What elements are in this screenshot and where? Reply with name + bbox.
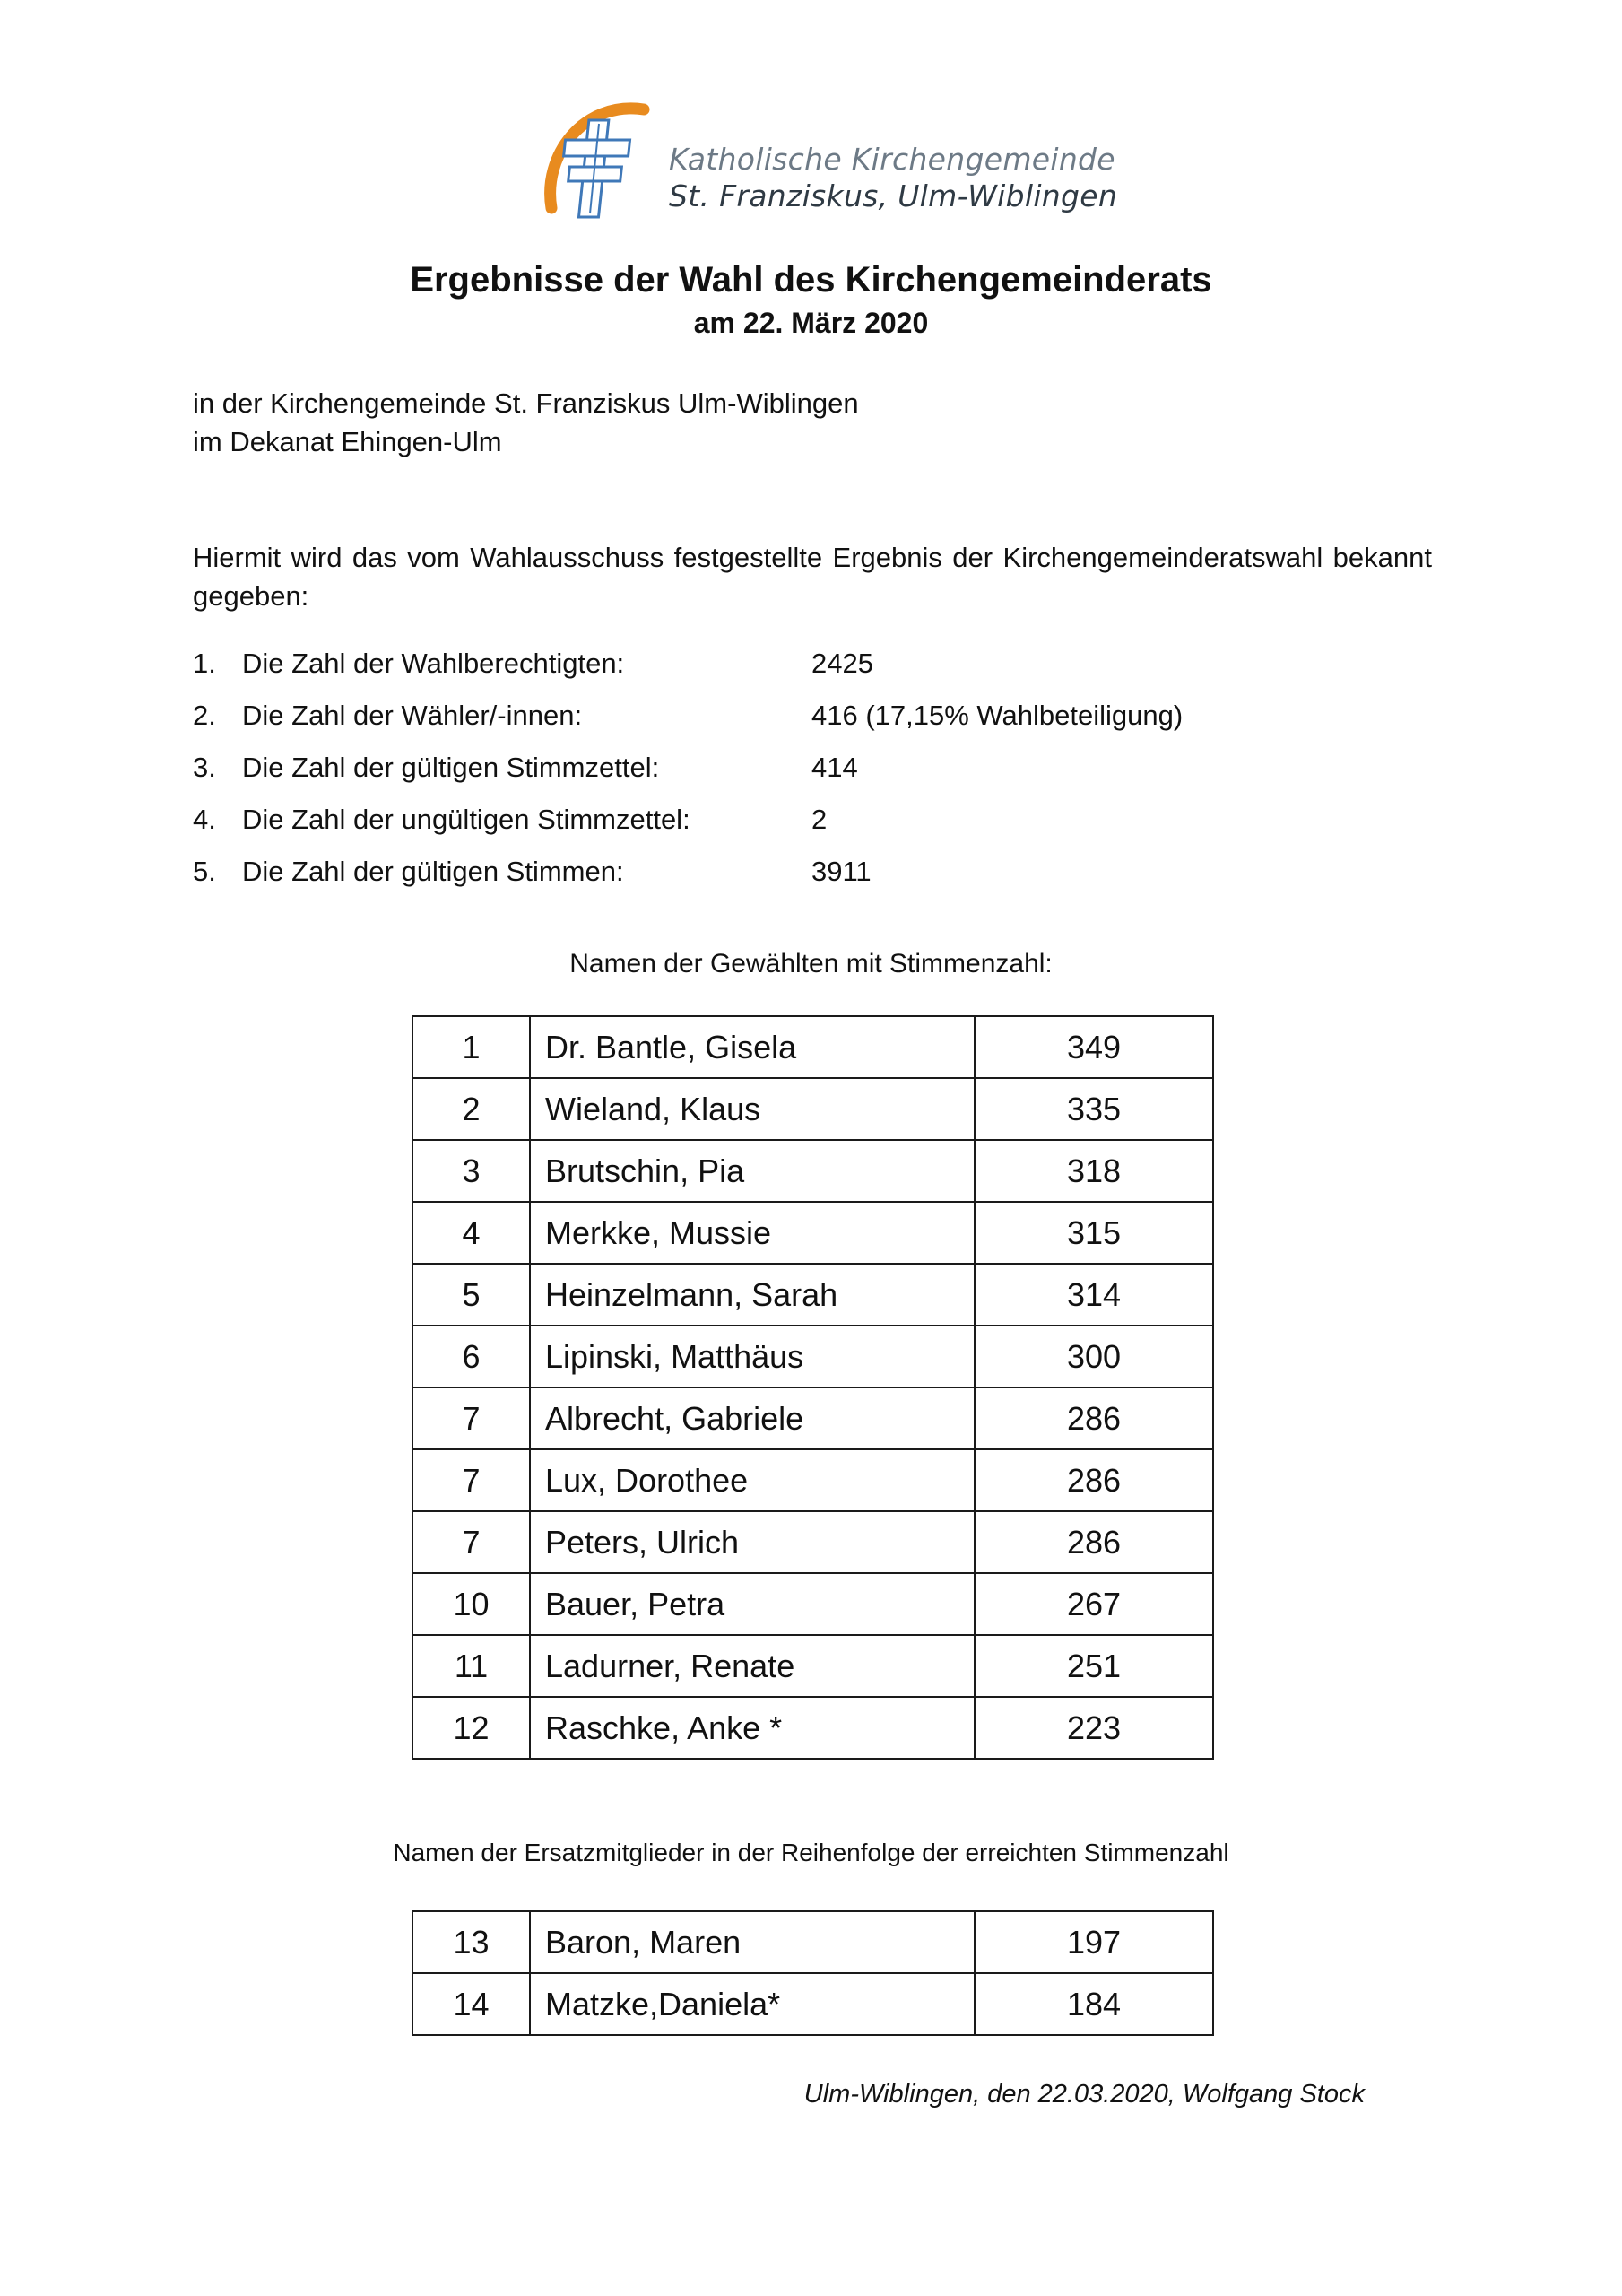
stat-number: 2. [193,700,216,731]
name-cell: Baron, Maren [530,1911,975,1973]
stat-value: 2425 [811,648,873,679]
rank-cell: 13 [412,1911,530,1973]
table-row [412,1911,1213,1973]
name-cell: Matzke,Daniela* [530,1973,975,2035]
votes-cell: 286 [975,1387,1213,1449]
substitutes-caption: Namen der Ersatzmitglieder in der Reihenfolge der erreichten Stimmenzahl [393,1839,1229,1866]
page-title: Ergebnisse der Wahl des Kirchengemeinderats [410,260,1212,300]
name-cell: Lipinski, Matthäus [530,1326,975,1387]
rank-cell: 7 [412,1511,530,1573]
table-row [412,1697,1213,1759]
rank-cell: 10 [412,1573,530,1635]
name-cell: Brutschin, Pia [530,1140,975,1202]
votes-cell: 335 [975,1078,1213,1140]
signature-line: Ulm-Wiblingen, den 22.03.2020, Wolfgang Stock [803,2080,1365,2109]
elected-caption: Namen der Gewählten mit Stimmenzahl: [569,949,1053,978]
name-cell: Raschke, Anke * [530,1697,975,1759]
table-row [412,1326,1213,1387]
votes-cell: 300 [975,1326,1213,1387]
name-cell: Peters, Ulrich [530,1511,975,1573]
substitutes-table [412,1910,1214,2036]
votes-cell: 315 [975,1202,1213,1264]
name-cell: Merkke, Mussie [530,1202,975,1264]
table-row [412,1016,1213,1078]
name-cell: Ladurner, Renate [530,1635,975,1697]
table-row [412,1573,1213,1635]
stat-number: 5. [193,856,216,887]
name-cell: Heinzelmann, Sarah [530,1264,975,1326]
table-row [412,1140,1213,1202]
intro-paragraph: Hiermit wird das vom Wahlausschuss festgestellte Ergebnis der Kirchengemeinderatswahl bekannt gegeben: [193,542,1432,612]
votes-cell: 267 [975,1573,1213,1635]
table-row [412,1635,1213,1697]
stat-label: Die Zahl der Wahlberechtigten: [242,648,625,679]
logo-text-line1: Katholische Kirchengemeinde [669,142,1115,177]
table-row [412,1449,1213,1511]
logo-text-line2: St. Franziskus, Ulm-Wiblingen [669,178,1118,213]
rank-cell: 5 [412,1264,530,1326]
stat-value: 414 [811,752,858,783]
votes-cell: 314 [975,1264,1213,1326]
stat-number: 4. [193,804,216,835]
table-row [412,1264,1213,1326]
rank-cell: 1 [412,1016,530,1078]
table-row [412,1078,1213,1140]
name-cell: Albrecht, Gabriele [530,1387,975,1449]
votes-cell: 349 [975,1016,1213,1078]
rank-cell: 6 [412,1326,530,1387]
rank-cell: 12 [412,1697,530,1759]
stat-number: 1. [193,648,216,679]
stat-label: Die Zahl der gültigen Stimmzettel: [242,752,660,783]
rank-cell: 3 [412,1140,530,1202]
page-subtitle: am 22. März 2020 [693,307,929,339]
votes-cell: 184 [975,1973,1213,2035]
name-cell: Bauer, Petra [530,1573,975,1635]
votes-cell: 286 [975,1511,1213,1573]
table-row [412,1387,1213,1449]
cross-arc-logo-icon [538,93,672,228]
table-row [412,1511,1213,1573]
table-row [412,1202,1213,1264]
rank-cell: 7 [412,1449,530,1511]
stat-label: Die Zahl der Wähler/-innen: [242,700,583,731]
rank-cell: 2 [412,1078,530,1140]
votes-cell: 197 [975,1911,1213,1973]
stat-value: 3911 [811,856,872,887]
name-cell: Wieland, Klaus [530,1078,975,1140]
stat-value: 2 [811,804,828,835]
stat-label: Die Zahl der gültigen Stimmen: [242,856,624,887]
rank-cell: 11 [412,1635,530,1697]
rank-cell: 4 [412,1202,530,1264]
rank-cell: 14 [412,1973,530,2035]
stat-number: 3. [193,752,216,783]
votes-cell: 318 [975,1140,1213,1202]
votes-cell: 223 [975,1697,1213,1759]
elected-table [412,1015,1214,1760]
stat-label: Die Zahl der ungültigen Stimmzettel: [242,804,690,835]
name-cell: Dr. Bantle, Gisela [530,1016,975,1078]
rank-cell: 7 [412,1387,530,1449]
name-cell: Lux, Dorothee [530,1449,975,1511]
parish-logo [538,93,1118,228]
parish-name: in der Kirchengemeinde St. Franziskus Ulm-Wiblingen [193,387,859,419]
table-row [412,1973,1213,2035]
votes-cell: 286 [975,1449,1213,1511]
stat-value: 416 (17,15% Wahlbeteiligung) [811,700,1184,731]
votes-cell: 251 [975,1635,1213,1697]
deanery-name: im Dekanat Ehingen-Ulm [193,426,502,457]
